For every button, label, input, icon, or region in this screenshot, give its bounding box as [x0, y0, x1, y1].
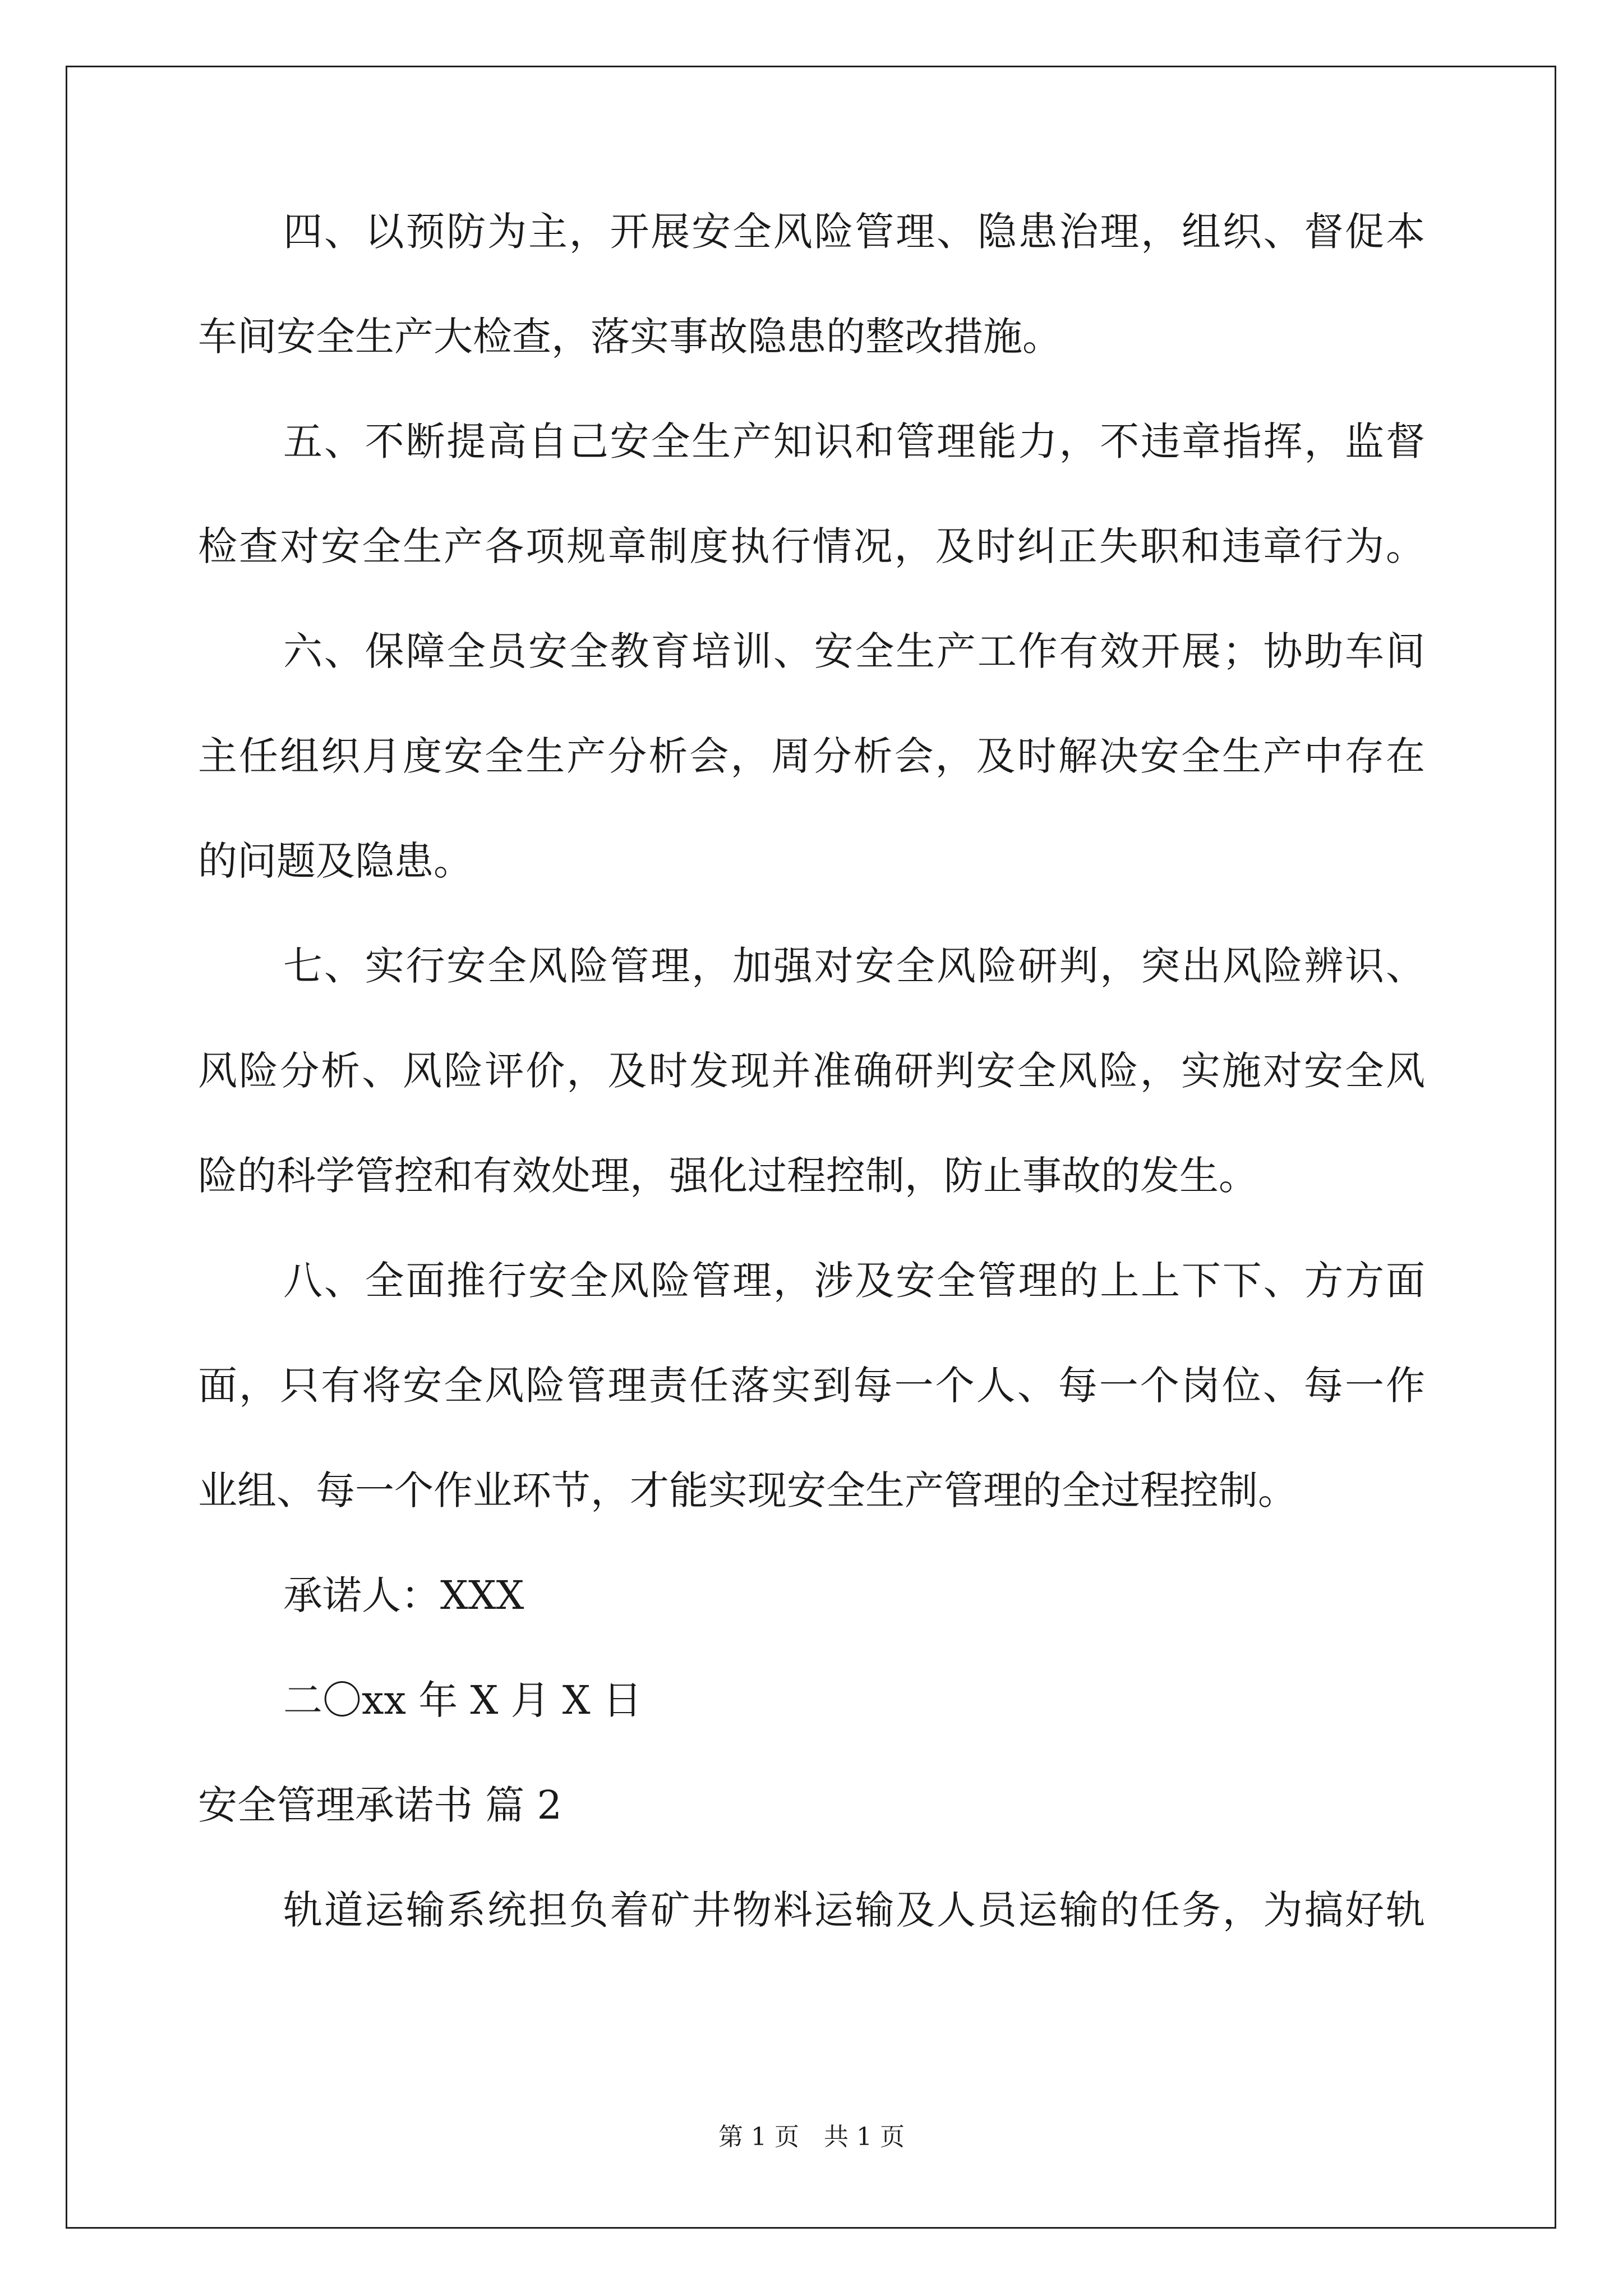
- paragraph-8-line-1: 八、全面推行安全风险管理，涉及安全管理的上上下下、方方面: [283, 1258, 1425, 1304]
- paragraph-8-line-2: 面，只有将安全风险管理责任落实到每一个人、每一个岗位、每一作: [198, 1363, 1425, 1409]
- page-footer: 第 1 页 共 1 页: [718, 2123, 905, 2151]
- signature-date: 二〇xx 年 X 月 X 日: [283, 1677, 642, 1723]
- paragraph-7-line-1: 七、实行安全风险管理，加强对安全风险研判，突出风险辨识、: [283, 943, 1425, 989]
- paragraph-8-line-3: 业组、每一个作业环节，才能实现安全生产管理的全过程控制。: [198, 1467, 1297, 1513]
- paragraph-6-line-3: 的问题及隐患。: [198, 838, 473, 884]
- paragraph-7-line-3: 险的科学管控和有效处理，强化过程控制，防止事故的发生。: [198, 1153, 1258, 1199]
- paragraph-6-line-1: 六、保障全员安全教育培训、安全生产工作有效开展；协助车间: [283, 628, 1425, 674]
- paragraph-5-line-1: 五、不断提高自己安全生产知识和管理能力，不违章指挥，监督: [283, 418, 1425, 464]
- paragraph-next-line-1: 轨道运输系统担负着矿井物料运输及人员运输的任务，为搞好轨: [283, 1887, 1425, 1933]
- section-heading: 安全管理承诺书 篇 2: [198, 1782, 562, 1828]
- paragraph-5-line-2: 检查对安全生产各项规章制度执行情况，及时纠正失职和违章行为。: [198, 523, 1425, 569]
- paragraph-6-line-2: 主任组织月度安全生产分析会，周分析会，及时解决安全生产中存在: [198, 733, 1425, 779]
- paragraph-4-line-2: 车间安全生产大检查，落实事故隐患的整改措施。: [198, 314, 1062, 360]
- paragraph-4-line-1: 四、以预防为主，开展安全风险管理、隐患治理，组织、督促本: [283, 209, 1425, 255]
- signatory: 承诺人：XXX: [283, 1572, 524, 1618]
- paragraph-7-line-2: 风险分析、风险评价，及时发现并准确研判安全风险，实施对安全风: [198, 1048, 1425, 1094]
